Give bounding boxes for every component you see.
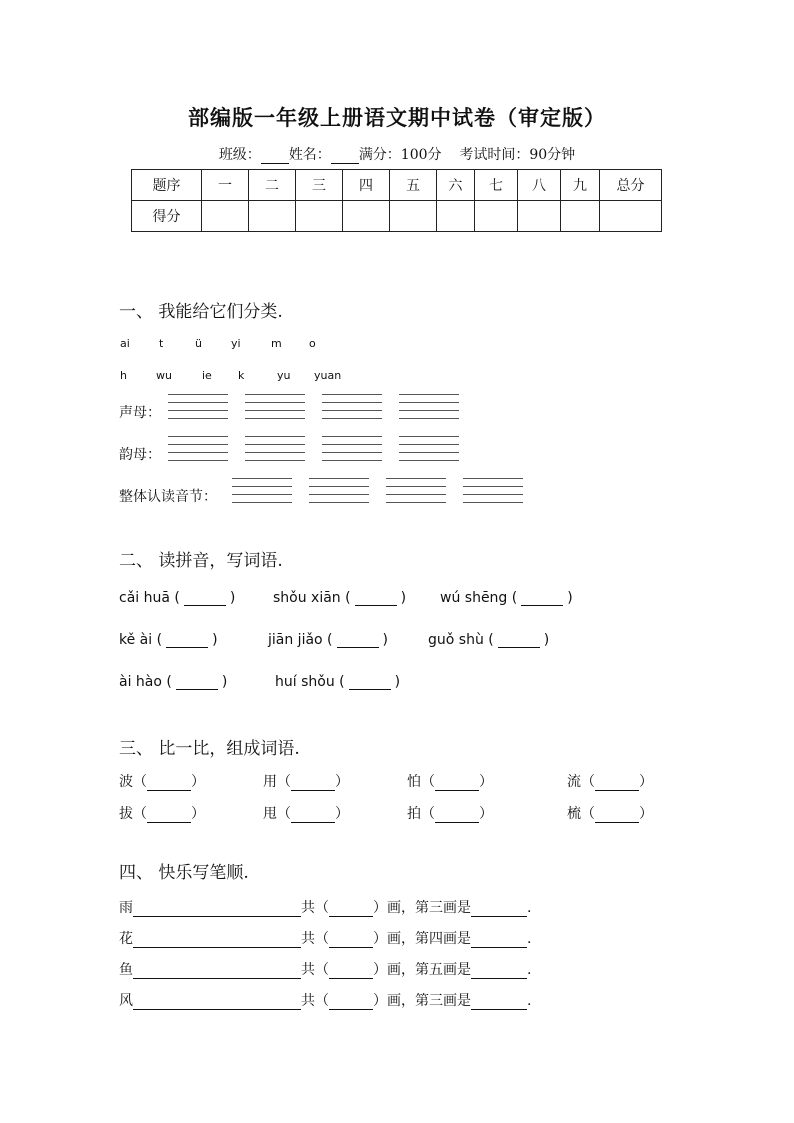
exam-time: 考试时间：90分钟 bbox=[459, 147, 576, 163]
count-open: 共（ bbox=[301, 962, 329, 978]
close-paren: ) bbox=[382, 632, 388, 648]
close-paren: ） bbox=[335, 774, 349, 790]
answer-blank[interactable] bbox=[355, 591, 397, 606]
word-item bbox=[119, 771, 205, 791]
close-paren: ) bbox=[567, 590, 573, 606]
pinyin-item: yi bbox=[231, 337, 241, 350]
pinyin-text: jiān jiǎo ( bbox=[268, 632, 333, 648]
char: 怕 bbox=[407, 774, 421, 790]
answer-blank[interactable] bbox=[166, 633, 208, 648]
pinyin-item: yu bbox=[277, 369, 291, 382]
answer-blank[interactable] bbox=[147, 808, 191, 823]
stroke-row bbox=[119, 990, 531, 1010]
close-paren: ） bbox=[639, 806, 653, 822]
pinyin-text: kě ài ( bbox=[119, 632, 163, 648]
header-cell: 四 bbox=[343, 170, 390, 201]
pinyin-question bbox=[119, 674, 227, 690]
header-cell: 七 bbox=[475, 170, 518, 201]
answer-lines[interactable] bbox=[168, 394, 228, 426]
stroke-order-blank[interactable] bbox=[133, 902, 301, 917]
answer-blank[interactable] bbox=[595, 808, 639, 823]
score-cell[interactable] bbox=[296, 201, 343, 232]
period: . bbox=[527, 931, 532, 947]
pinyin-text: huí shǒu ( bbox=[275, 674, 345, 690]
period: . bbox=[527, 993, 532, 1009]
header-cell: 三 bbox=[296, 170, 343, 201]
score-cell[interactable] bbox=[202, 201, 249, 232]
pinyin-item: ai bbox=[120, 337, 130, 350]
pinyin-text: ài hào ( bbox=[119, 674, 172, 690]
answer-lines[interactable] bbox=[322, 394, 382, 426]
score-table bbox=[131, 169, 662, 232]
answer-blank[interactable] bbox=[147, 776, 191, 791]
pinyin-question bbox=[275, 674, 400, 690]
section-2-title: 二、 读拼音，写词语. bbox=[119, 551, 283, 571]
score-cell[interactable] bbox=[518, 201, 561, 232]
open-paren: （ bbox=[277, 806, 291, 822]
word-item bbox=[567, 803, 653, 823]
answer-lines[interactable] bbox=[322, 436, 382, 468]
header-cell: 八 bbox=[518, 170, 561, 201]
close-paren: ) bbox=[543, 632, 550, 648]
exam-info bbox=[0, 144, 794, 164]
pinyin-text: wú shēng ( bbox=[440, 590, 518, 606]
char: 波 bbox=[119, 774, 133, 790]
pinyin-item: k bbox=[238, 369, 245, 382]
stroke-answer-blank[interactable] bbox=[471, 902, 527, 917]
name-field[interactable] bbox=[331, 149, 359, 164]
char: 拍 bbox=[407, 806, 421, 822]
score-cell[interactable] bbox=[561, 201, 600, 232]
answer-blank[interactable] bbox=[349, 675, 391, 690]
open-paren: （ bbox=[581, 774, 595, 790]
class-field[interactable] bbox=[261, 149, 289, 164]
stroke-count-blank[interactable] bbox=[329, 933, 373, 948]
name-label: 姓名： bbox=[288, 147, 331, 163]
header-cell: 题序 bbox=[132, 170, 202, 201]
full-score: 满分：100分 bbox=[358, 147, 442, 163]
pinyin-text: shǒu xiān ( bbox=[273, 590, 351, 606]
period: . bbox=[527, 962, 532, 978]
pinyin-item: t bbox=[159, 337, 164, 350]
stroke-count-blank[interactable] bbox=[329, 995, 373, 1010]
answer-lines[interactable] bbox=[232, 478, 292, 510]
pinyin-question bbox=[428, 632, 549, 648]
word-item bbox=[407, 771, 493, 791]
answer-blank[interactable] bbox=[184, 591, 226, 606]
answer-lines[interactable] bbox=[245, 394, 305, 426]
pinyin-item: ü bbox=[195, 337, 202, 350]
stroke-row bbox=[119, 959, 531, 979]
answer-blank[interactable] bbox=[291, 776, 335, 791]
page-title: 部编版一年级上册语文期中试卷（审定版） bbox=[188, 105, 606, 130]
stroke-row bbox=[119, 897, 531, 917]
shengmu-label: 声母： bbox=[119, 405, 161, 421]
count-open: 共（ bbox=[301, 900, 329, 916]
answer-blank[interactable] bbox=[595, 776, 639, 791]
answer-lines[interactable] bbox=[309, 478, 369, 510]
stroke-answer-blank[interactable] bbox=[471, 933, 527, 948]
close-paren: ） bbox=[479, 774, 493, 790]
close-paren: ) bbox=[212, 632, 218, 648]
stroke-question: ）画，第三画是 bbox=[373, 993, 471, 1009]
answer-blank[interactable] bbox=[291, 808, 335, 823]
answer-lines[interactable] bbox=[399, 394, 459, 426]
stroke-order-blank[interactable] bbox=[133, 964, 301, 979]
pinyin-item: h bbox=[120, 369, 127, 382]
stroke-row bbox=[119, 928, 531, 948]
pinyin-question bbox=[119, 590, 235, 606]
period: . bbox=[527, 900, 532, 916]
section-3-title: 三、 比一比，组成词语. bbox=[119, 739, 300, 759]
pinyin-question bbox=[273, 590, 406, 606]
answer-lines[interactable] bbox=[245, 436, 305, 468]
score-cell[interactable] bbox=[600, 201, 662, 232]
stroke-question: ）画，第三画是 bbox=[373, 900, 471, 916]
section-1-title: 一、 我能给它们分类. bbox=[119, 302, 283, 322]
answer-blank[interactable] bbox=[498, 633, 540, 648]
count-open: 共（ bbox=[301, 993, 329, 1009]
count-open: 共（ bbox=[301, 931, 329, 947]
answer-blank[interactable] bbox=[337, 633, 379, 648]
char: 花 bbox=[119, 931, 133, 947]
stroke-question: ）画，第四画是 bbox=[373, 931, 471, 947]
pinyin-question bbox=[440, 590, 573, 606]
word-item bbox=[119, 803, 205, 823]
score-cell[interactable] bbox=[249, 201, 296, 232]
stroke-count-blank[interactable] bbox=[329, 964, 373, 979]
close-paren: ) bbox=[394, 674, 401, 690]
header-cell: 总分 bbox=[600, 170, 662, 201]
answer-lines[interactable] bbox=[463, 478, 523, 510]
stroke-answer-blank[interactable] bbox=[471, 964, 527, 979]
char: 鱼 bbox=[119, 962, 133, 978]
close-paren: ) bbox=[400, 590, 407, 606]
score-table-header bbox=[132, 170, 662, 201]
pinyin-item: yuan bbox=[314, 369, 342, 382]
answer-blank[interactable] bbox=[176, 675, 218, 690]
stroke-answer-blank[interactable] bbox=[471, 995, 527, 1010]
answer-lines[interactable] bbox=[168, 436, 228, 468]
header-cell: 九 bbox=[561, 170, 600, 201]
answer-blank[interactable] bbox=[435, 808, 479, 823]
score-cell[interactable] bbox=[390, 201, 437, 232]
pinyin-question bbox=[119, 632, 218, 648]
answer-blank[interactable] bbox=[521, 591, 563, 606]
char: 流 bbox=[567, 774, 581, 790]
word-item bbox=[263, 803, 349, 823]
pinyin-item: ie bbox=[202, 369, 212, 382]
answer-blank[interactable] bbox=[435, 776, 479, 791]
close-paren: ) bbox=[221, 674, 228, 690]
char: 用 bbox=[263, 774, 277, 790]
pinyin-item: wu bbox=[156, 369, 172, 382]
open-paren: （ bbox=[133, 774, 147, 790]
close-paren: ） bbox=[479, 806, 493, 822]
word-item bbox=[407, 803, 493, 823]
score-cell[interactable] bbox=[475, 201, 518, 232]
score-cell[interactable] bbox=[343, 201, 390, 232]
char: 风 bbox=[119, 993, 133, 1009]
char: 甩 bbox=[263, 806, 277, 822]
answer-lines[interactable] bbox=[386, 478, 446, 510]
pinyin-question bbox=[268, 632, 388, 648]
section-4-title: 四、 快乐写笔顺. bbox=[119, 863, 249, 883]
word-item bbox=[263, 771, 349, 791]
header-cell: 二 bbox=[249, 170, 296, 201]
class-label: 班级： bbox=[218, 147, 261, 163]
close-paren: ) bbox=[229, 590, 236, 606]
open-paren: （ bbox=[277, 774, 291, 790]
open-paren: （ bbox=[421, 774, 435, 790]
header-cell: 一 bbox=[202, 170, 249, 201]
score-table-row bbox=[132, 201, 662, 232]
pinyin-item: m bbox=[271, 337, 282, 350]
answer-lines[interactable] bbox=[399, 436, 459, 468]
yunmu-label: 韵母： bbox=[119, 447, 161, 463]
pinyin-text: guǒ shù ( bbox=[428, 632, 494, 648]
char: 拔 bbox=[119, 806, 133, 822]
stroke-question: ）画，第五画是 bbox=[373, 962, 471, 978]
zhengti-label: 整体认读音节： bbox=[119, 489, 217, 505]
word-item bbox=[567, 771, 653, 791]
pinyin-item: o bbox=[309, 337, 316, 350]
close-paren: ） bbox=[639, 774, 653, 790]
char: 梳 bbox=[567, 806, 581, 822]
header-cell: 五 bbox=[390, 170, 437, 201]
close-paren: ） bbox=[191, 806, 205, 822]
pinyin-text: cǎi huā ( bbox=[119, 590, 180, 606]
close-paren: ） bbox=[335, 806, 349, 822]
open-paren: （ bbox=[581, 806, 595, 822]
stroke-count-blank[interactable] bbox=[329, 902, 373, 917]
open-paren: （ bbox=[421, 806, 435, 822]
header-cell: 六 bbox=[437, 170, 475, 201]
char: 雨 bbox=[119, 900, 133, 916]
row-label: 得分 bbox=[132, 201, 202, 232]
open-paren: （ bbox=[133, 806, 147, 822]
stroke-order-blank[interactable] bbox=[133, 933, 301, 948]
close-paren: ） bbox=[191, 774, 205, 790]
score-cell[interactable] bbox=[437, 201, 475, 232]
stroke-order-blank[interactable] bbox=[133, 995, 301, 1010]
